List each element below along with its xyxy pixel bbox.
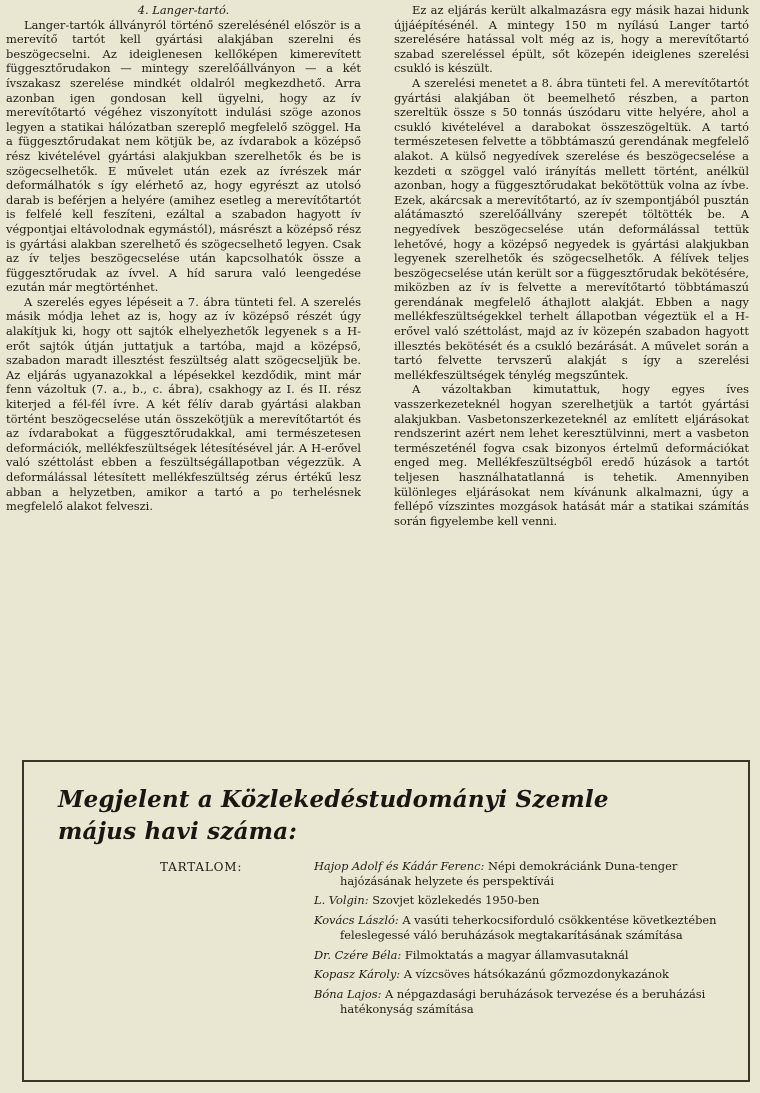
left-column — [6, 3, 361, 514]
entry-author: Bóna Lajos: — [314, 986, 382, 1001]
paragraph: Langer-tartók állványról történő szerelésénél először is a merevítő tartót kell gyártási alakjában szerelni és beszögecselni. Az ideiglenesen kellőképen kimerevített függesztőrudakon — mintegy szerelőállványon — a két ívszakasz szerelése mindkét oldalról megkezdhető. Arra azonban igen gondosan kell ügyelni, hogy az ív merevítőtartó végéhez viszonyított indulási szöge azonos legyen a statikai hálózatban szereplő megfelelő szöggel. Ha a függesztőrudakat nem kötjük be, az ívdarabok a középső rész kivételével gyártási alakjukban szerelhetők és be is szögecselhetők. E művelet után ezek az ívrészek már deformálhatók s így elérhető az, hogy egyrészt az utolsó darab is beférjen a helyére (amihez esetleg a merevítőtartót is felfelé kell feszíteni, ezáltal a szabadon hagyott ív végpontjai eltávolodnak egymástól), másrészt a középső rész is gyártási alakban szerelhető és szögecselhető legyen. Csak az ív teljes beszögecselése után kapcsolhatók össze a függesztőrudak az ívvel. A híd sarura való leengedése ezután már megtörténhet. — [6, 17, 361, 295]
entry-author: Dr. Czére Béla: — [314, 947, 402, 962]
entry-title: Népi demokráciánk Duna-tenger hajózásának helyzete és perspektívái — [340, 859, 678, 888]
entry-title: Szovjet közlekedés 1950-ben — [372, 893, 540, 908]
paragraph: Ez az eljárás került alkalmazásra egy másik hazai hidunk újjáépítésénél. A mintegy 150 m nyílású Langer tartó szerelésére hatással volt még az is, hogy a merevítőtartó szabad szereléssel épült, sőt közepén ideiglenes szerelési csukló is készült. — [394, 3, 749, 76]
contents-entry — [314, 967, 724, 982]
contents-entry — [314, 893, 724, 908]
entry-title: A vízcsöves hátsókazánú gőzmozdonykazánok — [403, 967, 669, 982]
entry-author: Kovács László: — [314, 913, 399, 928]
announcement-title — [58, 784, 609, 848]
section-title: 4. Langer-tartó. — [137, 3, 230, 17]
entry-title: A vasúti teherkocsiforduló csökkentése következtében feleslegessé váló beruházások megtakarításának számítása — [340, 913, 717, 942]
paragraph: A szerelési menetet a 8. ábra tünteti fel. A merevítőtartót gyártási alakjában öt beemelhető részben, a parton szereltük össze s 50 tonnás úszódaru vitte helyére, ahol a csukló kivételével a darabokat összeszögeltük. A tartó természetesen felvette a többtámaszú gerendának megfelelő alakot. A külső negyedívek szerelése és beszögecselése a kezdeti α szöggel való irányítás mellett történt, anélkül azonban, hogy a függesztőrudakat bekötöttük volna az ívbe. Ezek, akárcsak a merevítőtartó, az ív szempontjából pusztán alátámasztó szerelőállvány szerepét töltötték be. A negyedívek beszögecselése után deformálással tettük lehetővé, hogy a középső negyedek is gyártási alakjukban legyenek szerelhetők és szögecselhetők. A félívek teljes beszögecselése után került sor a függesztőrudak bekötésére, miközben az ív is felvette a merevítőtartó többtámaszú gerendának megfelelő áthajlott alakját. Ebben a nagy mellékfeszültségekkel terhelt állapotban végeztük el a H-erővel való széttolást, majd az ív közepén szabadon hagyott illesztés bekötését és a csukló bezárását. A művelet során a tartó felvette tervszerű alakját s így a szerelési mellékfeszültségek ténylég megszűntek. — [394, 75, 749, 382]
right-column — [394, 3, 749, 528]
contents-entry — [314, 987, 724, 1016]
entry-title: A népgazdasági beruházások tervezése és a beruházási hatékonyság számítása — [340, 986, 706, 1016]
entry-title: Filmoktatás a magyar államvasutaknál — [404, 947, 629, 962]
contents-label: TARTALOM: — [160, 860, 243, 874]
contents-entry — [314, 948, 724, 963]
announcement-title-line: május havi száma: — [58, 818, 298, 845]
entry-author: Kopasz Károly: — [314, 967, 401, 982]
entry-author: Hajop Adolf és Kádár Ferenc: — [314, 859, 485, 873]
contents-entry — [314, 913, 724, 942]
entry-author: L. Volgin: — [314, 893, 369, 908]
paragraph: A vázoltakban kimutattuk, hogy egyes íves vasszerkezeteknél hogyan szerelhetjük a tartót gyártási alakjukban. Vasbetonszerkezeteknél az említett eljárásokat rendszerint azért nem lehet keresztülvinni, mert a vasbeton természeténél fogva csak bizonyos értelmű deformációkat enged meg. Mellékfeszültségből eredő húzások a tartót teljesen használhatatlanná is tehetik. Amennyiben különleges eljárásokat nem kívánunk alkalmazni, úgy a fellépő vízszintes mozgások hatását már a statikai számítás során figyelembe kell venni. — [394, 382, 749, 528]
contents-list — [314, 859, 724, 1021]
contents-entry — [314, 859, 724, 888]
journal-announcement-box — [22, 760, 750, 1082]
announcement-title-line: Megjelent a Közlekedéstudományi Szemle — [58, 786, 609, 813]
paragraph: A szerelés egyes lépéseit a 7. ábra tünteti fel. A szerelés másik módja lehet az is, hogy az ív középső részét úgy alakítjuk ki, hogy ott sajtók elhelyezhetők legyenek s a H-erőt sajtók útján juttatjuk a tartóba, majd a középső, szabadon maradt illesztést feszültség alatt szögecseljük be. Az eljárás ugyanazokkal a lépésekkel kezdődik, mint már fenn vázoltuk (7. a., b., c. ábra), csakhogy az I. és II. rész kiterjed a fél-fél ívre. A két félív darab gyártási alakban történt beszögecselése után összekötjük a merevítőtartót és az ívdarabokat a függesztőrudakkal, ami természetesen deformációk, mellékfeszültségek létesítésével jár. A H-erővel való széttolást ebben a feszültségállapotban végezzük. A deformálással létesített mellékfeszültség zérus értékű lesz abban a helyzetben, amikor a tartó a p₀ terhelésnek megfelelő alakot felveszi. — [6, 294, 361, 514]
